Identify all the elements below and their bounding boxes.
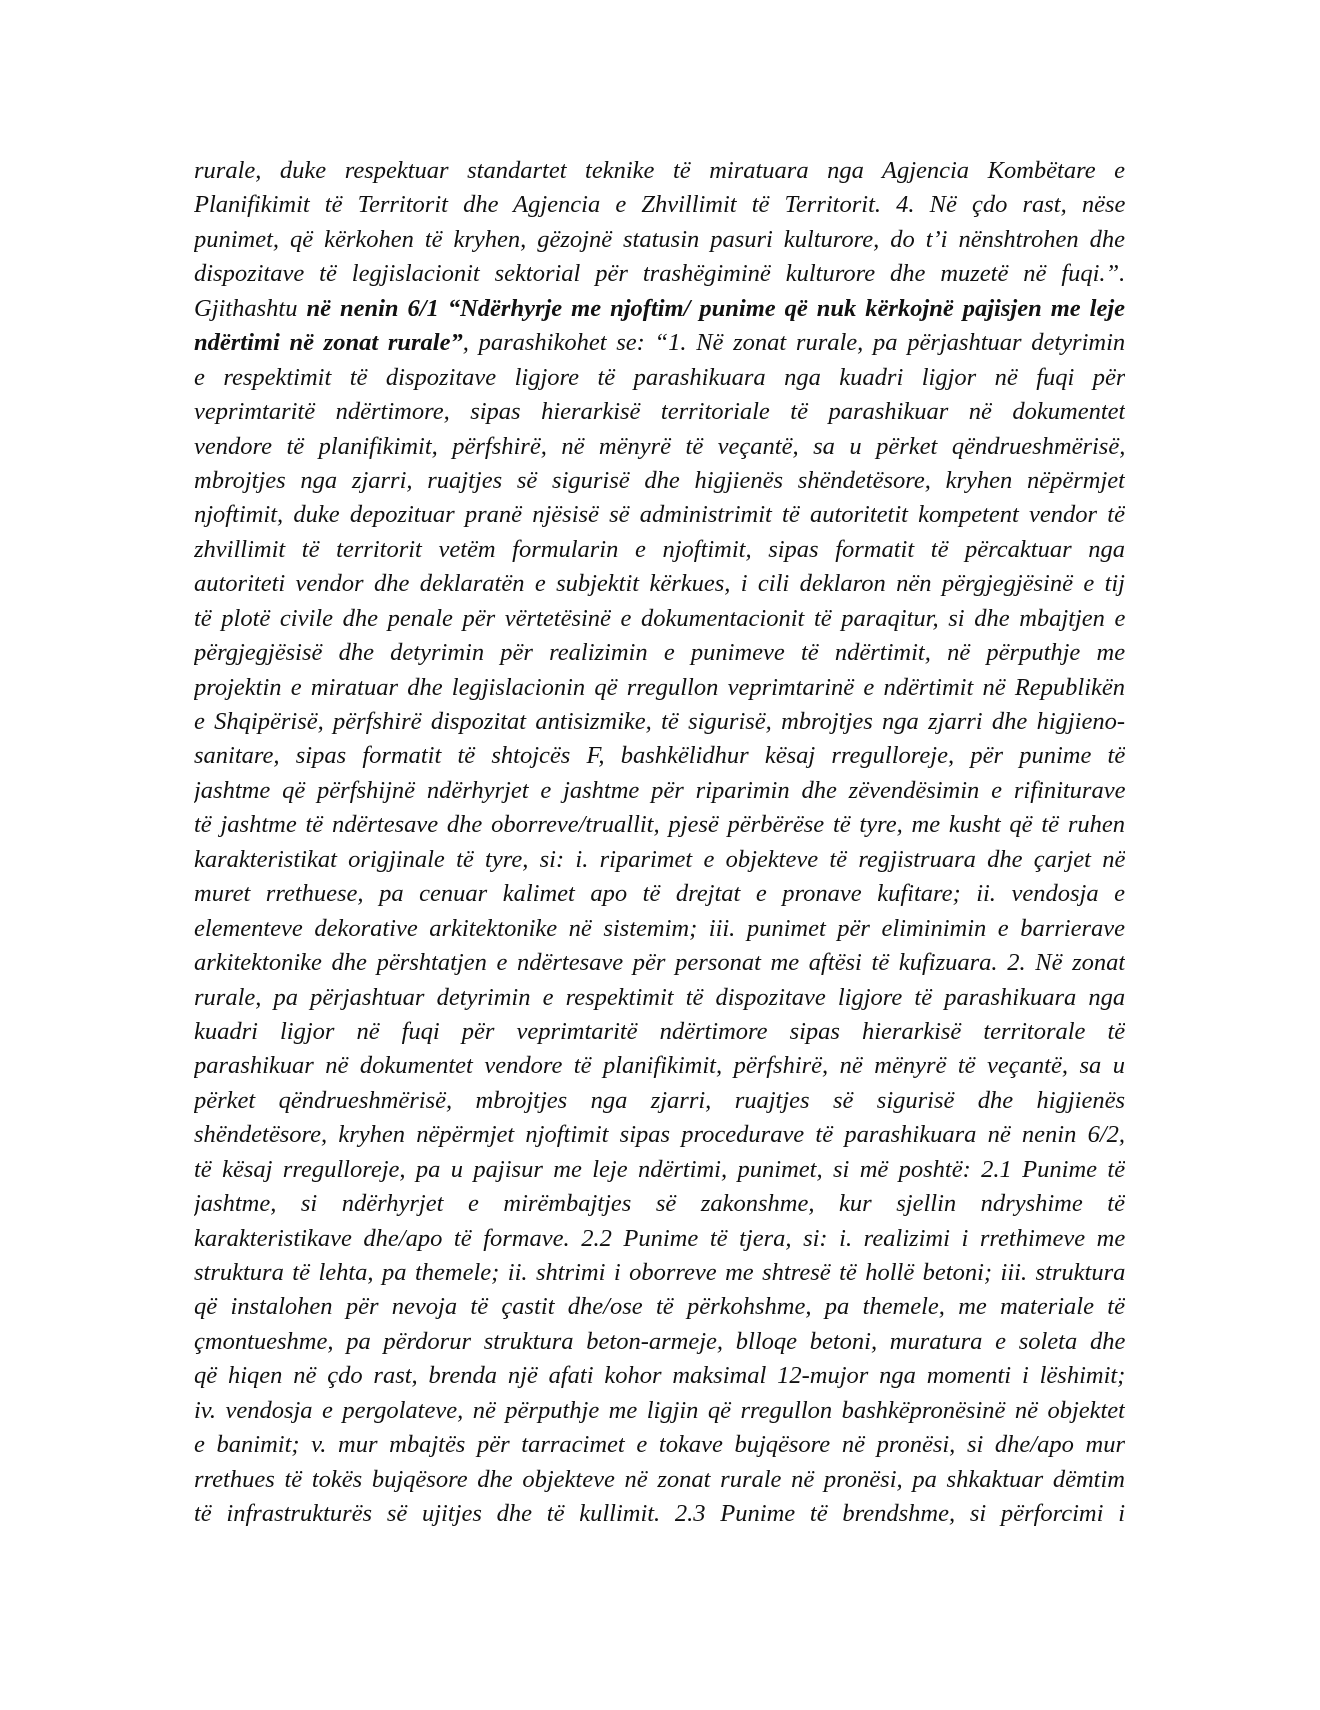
text-line: [194, 1325, 1125, 1359]
text-segment: zhvillimit të territorit vetëm formularin e njoftimit, sipas formatit të përcaktuar nga: [194, 535, 1125, 563]
text-line: [194, 739, 1125, 773]
text-segment: e Shqipërisë, përfshirë dispozitat antisizmike, të sigurisë, mbrojtjes nga zjarri dhe higjieno-: [194, 708, 1125, 735]
text-line: [194, 154, 1125, 188]
text-line: [194, 430, 1125, 464]
text-line: [194, 1359, 1125, 1393]
text-segment: dispozitave të legjislacionit sektorial për trashëgiminë kulturore dhe muzetë në fuqi.”.: [194, 260, 1125, 288]
text-segment: projektin e miratuar dhe legjislacionin që rregullon veprimtarinë e ndërtimit në Republikën: [194, 673, 1125, 701]
text-line: [194, 808, 1125, 842]
text-line: [194, 361, 1125, 395]
text-segment: çmontueshme, pa përdorur struktura beton-armeje, blloqe betoni, muratura e soleta dhe: [194, 1327, 1125, 1355]
text-segment: që instalohen për nevoja të çastit dhe/ose të përkohshme, pa themele, me materiale të: [194, 1293, 1125, 1321]
text-line: [194, 981, 1125, 1015]
text-line: [194, 223, 1125, 257]
text-segment: të jashtme të ndërtesave dhe oborreve/truallit, pjesë përbërëse të tyre, me kusht që të ruhen: [194, 811, 1125, 839]
text-segment: autoriteti vendor dhe deklaratën e subjektit kërkues, i cili deklaron nën përgjegjësinë e tij: [194, 570, 1125, 598]
text-line: [194, 671, 1125, 705]
text-line: [194, 1222, 1125, 1256]
text-segment: që hiqen në çdo rast, brenda një afati kohor maksimal 12-mujor nga momenti i lëshimit;: [194, 1362, 1125, 1390]
text-segment: e respektimit të dispozitave ligjore të parashikuara nga kuadri ligjor në fuqi për: [194, 363, 1125, 391]
text-line: [194, 843, 1125, 877]
text-line: [194, 1015, 1125, 1049]
text-segment: iv. vendosja e pergolateve, në përputhje me ligjin që rregullon bashkëpronësinë në objektet: [194, 1396, 1125, 1424]
text-line: [194, 877, 1125, 911]
text-segment: jashtme që përfshijnë ndërhyrjet e jashtme për riparimin dhe zëvendësimin e rifiniturave: [194, 776, 1125, 804]
text-segment: përket qëndrueshmërisë, mbrojtjes nga zjarri, ruajtjes së sigurisë dhe higjienës: [194, 1086, 1125, 1114]
text-segment: përgjegjësisë dhe detyrimin për realizimin e punimeve të ndërtimit, në përputhje me: [194, 639, 1125, 667]
text-line: [194, 602, 1125, 636]
text-line: [194, 1256, 1125, 1290]
text-line: [194, 1463, 1125, 1497]
text-segment: karakteristikave dhe/apo të formave. 2.2 Punime të tjera, si: i. realizimi i rrethimeve me: [194, 1224, 1125, 1252]
text-segment: parashikuar në dokumentet vendore të planifikimit, përfshirë, në mënyrë të veçantë, sa u: [194, 1052, 1125, 1080]
text-segment: struktura të lehta, pa themele; ii. shtrimi i oborreve me shtresë të hollë betoni; iii. struktura: [194, 1259, 1125, 1286]
text-line: [194, 1153, 1125, 1187]
text-line: [194, 946, 1125, 980]
text-segment: arkitektonike dhe përshtatjen e ndërtesave për personat me aftësi të kufizuara. 2. Në zonat: [194, 949, 1125, 977]
text-line: [194, 1290, 1125, 1324]
text-segment: rurale, duke respektuar standartet teknike të miratuara nga Agjencia Kombëtare e: [194, 157, 1125, 184]
text-segment: Gjithashtu: [194, 294, 307, 322]
text-line: [194, 1394, 1125, 1428]
text-segment: karakteristikat origjinale të tyre, si: i. riparimet e objekteve të regjistruara dhe çarjet në: [194, 845, 1125, 873]
text-segment: , parashikohet se: “1. Në zonat rurale, pa përjashtuar detyrimin: [462, 329, 1125, 357]
text-line: [194, 912, 1125, 946]
text-line: [194, 1118, 1125, 1152]
text-segment: veprimtaritë ndërtimore, sipas hierarkisë territoriale të parashikuar në dokumentet: [194, 398, 1125, 426]
text-segment: të infrastrukturës së ujitjes dhe të kullimit. 2.3 Punime të brendshme, si përforcimi i: [194, 1500, 1125, 1528]
text-line: [194, 326, 1125, 360]
bold-text-segment: në nenin 6/1 “Ndërhyrje me njoftim/ punime që nuk kërkojnë pajisjen me leje: [306, 294, 1125, 322]
bold-text-segment: ndërtimi në zonat rurale”: [194, 329, 463, 357]
text-segment: vendore të planifikimit, përfshirë, në mënyrë të veçantë, sa u përket qëndrueshmërisë,: [194, 432, 1125, 460]
text-segment: të plotë civile dhe penale për vërtetësinë e dokumentacionit të paraqitur, si dhe mbajtjen e: [194, 604, 1125, 632]
text-line: [194, 257, 1125, 291]
text-segment: rrethues të tokës bujqësore dhe objekteve në zonat rurale në pronësi, pa shkaktuar dëmtim: [194, 1465, 1125, 1493]
text-line: [194, 1084, 1125, 1118]
text-line: [194, 292, 1125, 326]
text-segment: rurale, pa përjashtuar detyrimin e respektimit të dispozitave ligjore të parashikuara nga: [194, 983, 1125, 1011]
text-segment: jashtme, si ndërhyrjet e mirëmbajtjes së zakonshme, kur sjellin ndryshime të: [194, 1190, 1125, 1218]
text-line: [194, 1049, 1125, 1083]
text-segment: punimet, që kërkohen të kryhen, gëzojnë statusin pasuri kulturore, do t’i nënshtrohen dhe: [194, 225, 1125, 253]
body-text: [194, 154, 1125, 1532]
text-line: [194, 1428, 1125, 1462]
text-line: [194, 533, 1125, 567]
text-segment: të kësaj rregulloreje, pa u pajisur me leje ndërtimi, punimet, si më poshtë: 2.1 Punime të: [194, 1155, 1125, 1183]
text-segment: kuadri ligjor në fuqi për veprimtaritë ndërtimore sipas hierarkisë territorale të: [194, 1017, 1125, 1045]
text-segment: mbrojtjes nga zjarri, ruajtjes së sigurisë dhe higjienës shëndetësore, kryhen nëpërmjet: [194, 466, 1125, 494]
text-line: [194, 188, 1125, 222]
text-line: [194, 464, 1125, 498]
text-line: [194, 567, 1125, 601]
text-segment: e banimit; v. mur mbajtës për tarracimet e tokave bujqësore në pronësi, si dhe/apo mur: [194, 1431, 1125, 1459]
text-line: [194, 636, 1125, 670]
text-line: [194, 774, 1125, 808]
text-line: [194, 705, 1125, 739]
text-segment: Planifikimit të Territorit dhe Agjencia e Zhvillimit të Territorit. 4. Në çdo rast, nëse: [194, 191, 1125, 219]
text-segment: shëndetësore, kryhen nëpërmjet njoftimit sipas procedurave të parashikuara në nenin 6/2,: [194, 1121, 1125, 1149]
text-segment: sanitare, sipas formatit të shtojcës F, bashkëlidhur kësaj rregulloreje, për punime të: [194, 742, 1125, 770]
text-segment: muret rrethuese, pa cenuar kalimet apo të drejtat e pronave kufitare; ii. vendosja e: [194, 880, 1125, 908]
text-line: [194, 498, 1125, 532]
text-segment: njoftimit, duke depozituar pranë njësisë së administrimit të autoritetit kompetent vendor të: [194, 501, 1125, 529]
text-line: [194, 1497, 1125, 1531]
text-segment: elementeve dekorative arkitektonike në sistemim; iii. punimet për eliminimin e barrierave: [194, 914, 1125, 942]
text-line: [194, 395, 1125, 429]
text-line: [194, 1187, 1125, 1221]
